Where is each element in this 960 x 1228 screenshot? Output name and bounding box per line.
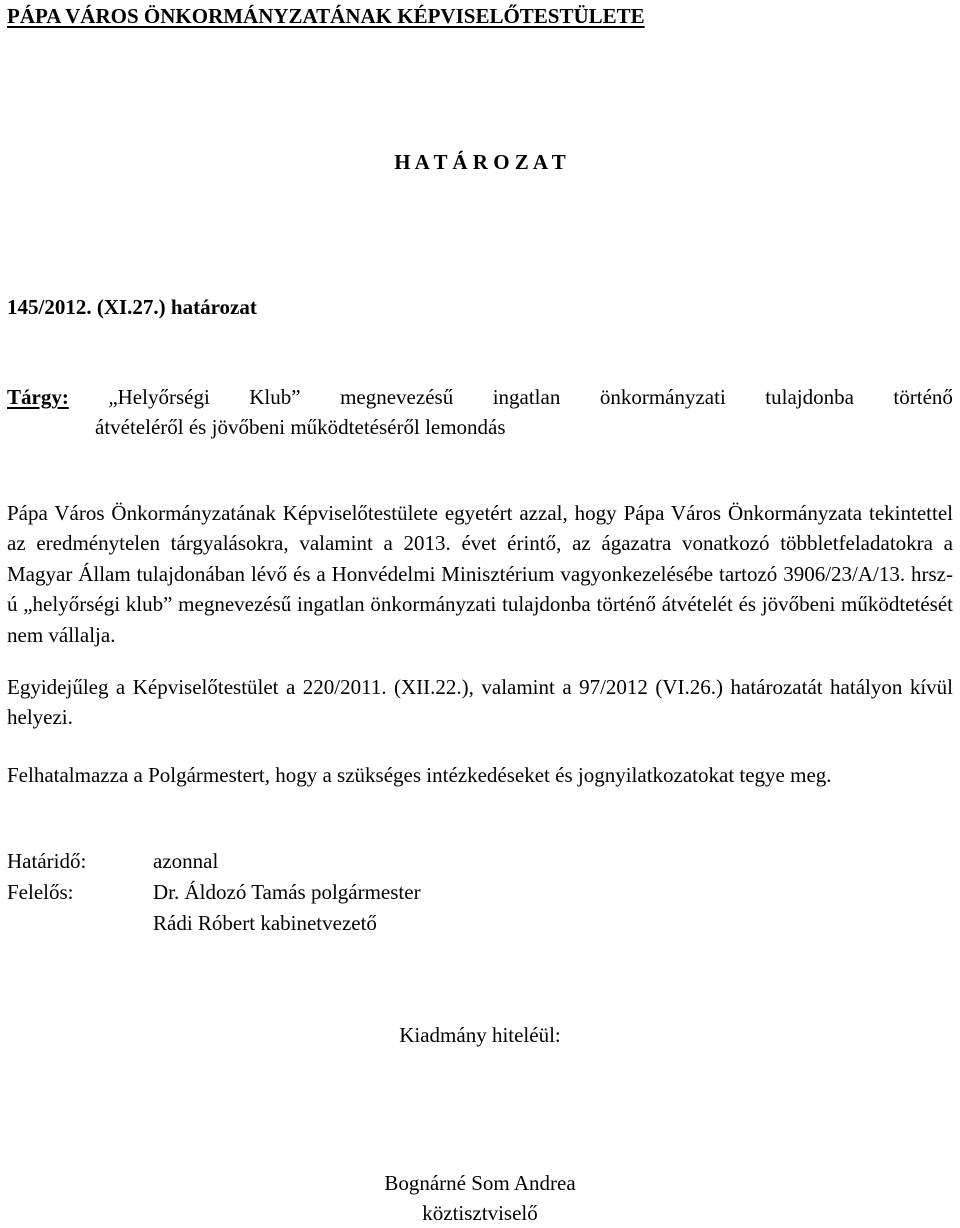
signer-name: Bognárné Som Andrea bbox=[384, 1171, 576, 1195]
subject-block bbox=[7, 382, 953, 442]
responsible-row bbox=[7, 877, 421, 908]
subject-line-2: átvételéről és jövőbeni működtetéséről lemondás bbox=[95, 415, 506, 439]
deadline-row bbox=[7, 846, 421, 877]
deadline-value: azonnal bbox=[153, 849, 219, 873]
responsible-person-2: Rádi Róbert kabinetvezető bbox=[153, 911, 377, 935]
decision-paragraph-authorization: Felhatalmazza a Polgármestert, hogy a szükséges intézkedéseket és jognyilatkozatokat tegye meg. bbox=[7, 763, 832, 787]
decision-number: 145/2012. (XI.27.) határozat bbox=[7, 295, 257, 319]
council-title: PÁPA VÁROS ÖNKORMÁNYZATÁNAK KÉPVISELŐTESTÜLETE bbox=[7, 4, 645, 28]
subject-word: történő bbox=[893, 385, 953, 409]
subject-word: megnevezésű bbox=[340, 385, 454, 409]
decision-paragraph-repeal: Egyidejűleg a Képviselőtestület a 220/2011. (XII.22.), valamint a 97/2012 (VI.26.) határozatát hatályon kívül helyezi. bbox=[7, 675, 953, 730]
signer-title: köztisztviselő bbox=[422, 1201, 538, 1225]
deadline-label: Határidő: bbox=[7, 849, 87, 873]
subject-word: Klub” bbox=[249, 385, 301, 409]
responsibility-block bbox=[7, 846, 421, 939]
responsible-person-1: Dr. Áldozó Tamás polgármester bbox=[153, 880, 421, 904]
subject-word: ingatlan bbox=[492, 385, 561, 409]
subject-line-1 bbox=[7, 382, 953, 412]
signer-block bbox=[7, 1168, 953, 1228]
decision-paragraph-main: Pápa Város Önkormányzatának Képviselőtestülete egyetért azzal, hogy Pápa Város Önkormányzata tekintettel az eredménytelen tárgyalásokra, valamint a 2013. évet érintő, az ágazatra vonatkozó többletfeladatokra a Magyar Állam tulajdonában lévő és a Honvédelmi Minisztérium vagyonkezelésébe tartozó 3906/23/A/13. hrsz-ú „helyőrségi klub” megnevezésű ingatlan önkormányzati tulajdonba történő átvételét és jövőbeni működtetését nem vállalja. bbox=[7, 501, 953, 647]
document-page bbox=[7, 0, 953, 1223]
subject-word: önkormányzati bbox=[599, 385, 726, 409]
certification-label: Kiadmány hiteléül: bbox=[399, 1023, 561, 1047]
document-type-heading: H A T Á R O Z A T bbox=[394, 150, 566, 174]
subject-word: tulajdonba bbox=[765, 385, 854, 409]
subject-label: Tárgy: bbox=[7, 385, 69, 409]
subject-word: „Helyőrségi bbox=[108, 385, 210, 409]
responsible-label: Felelős: bbox=[7, 880, 74, 904]
